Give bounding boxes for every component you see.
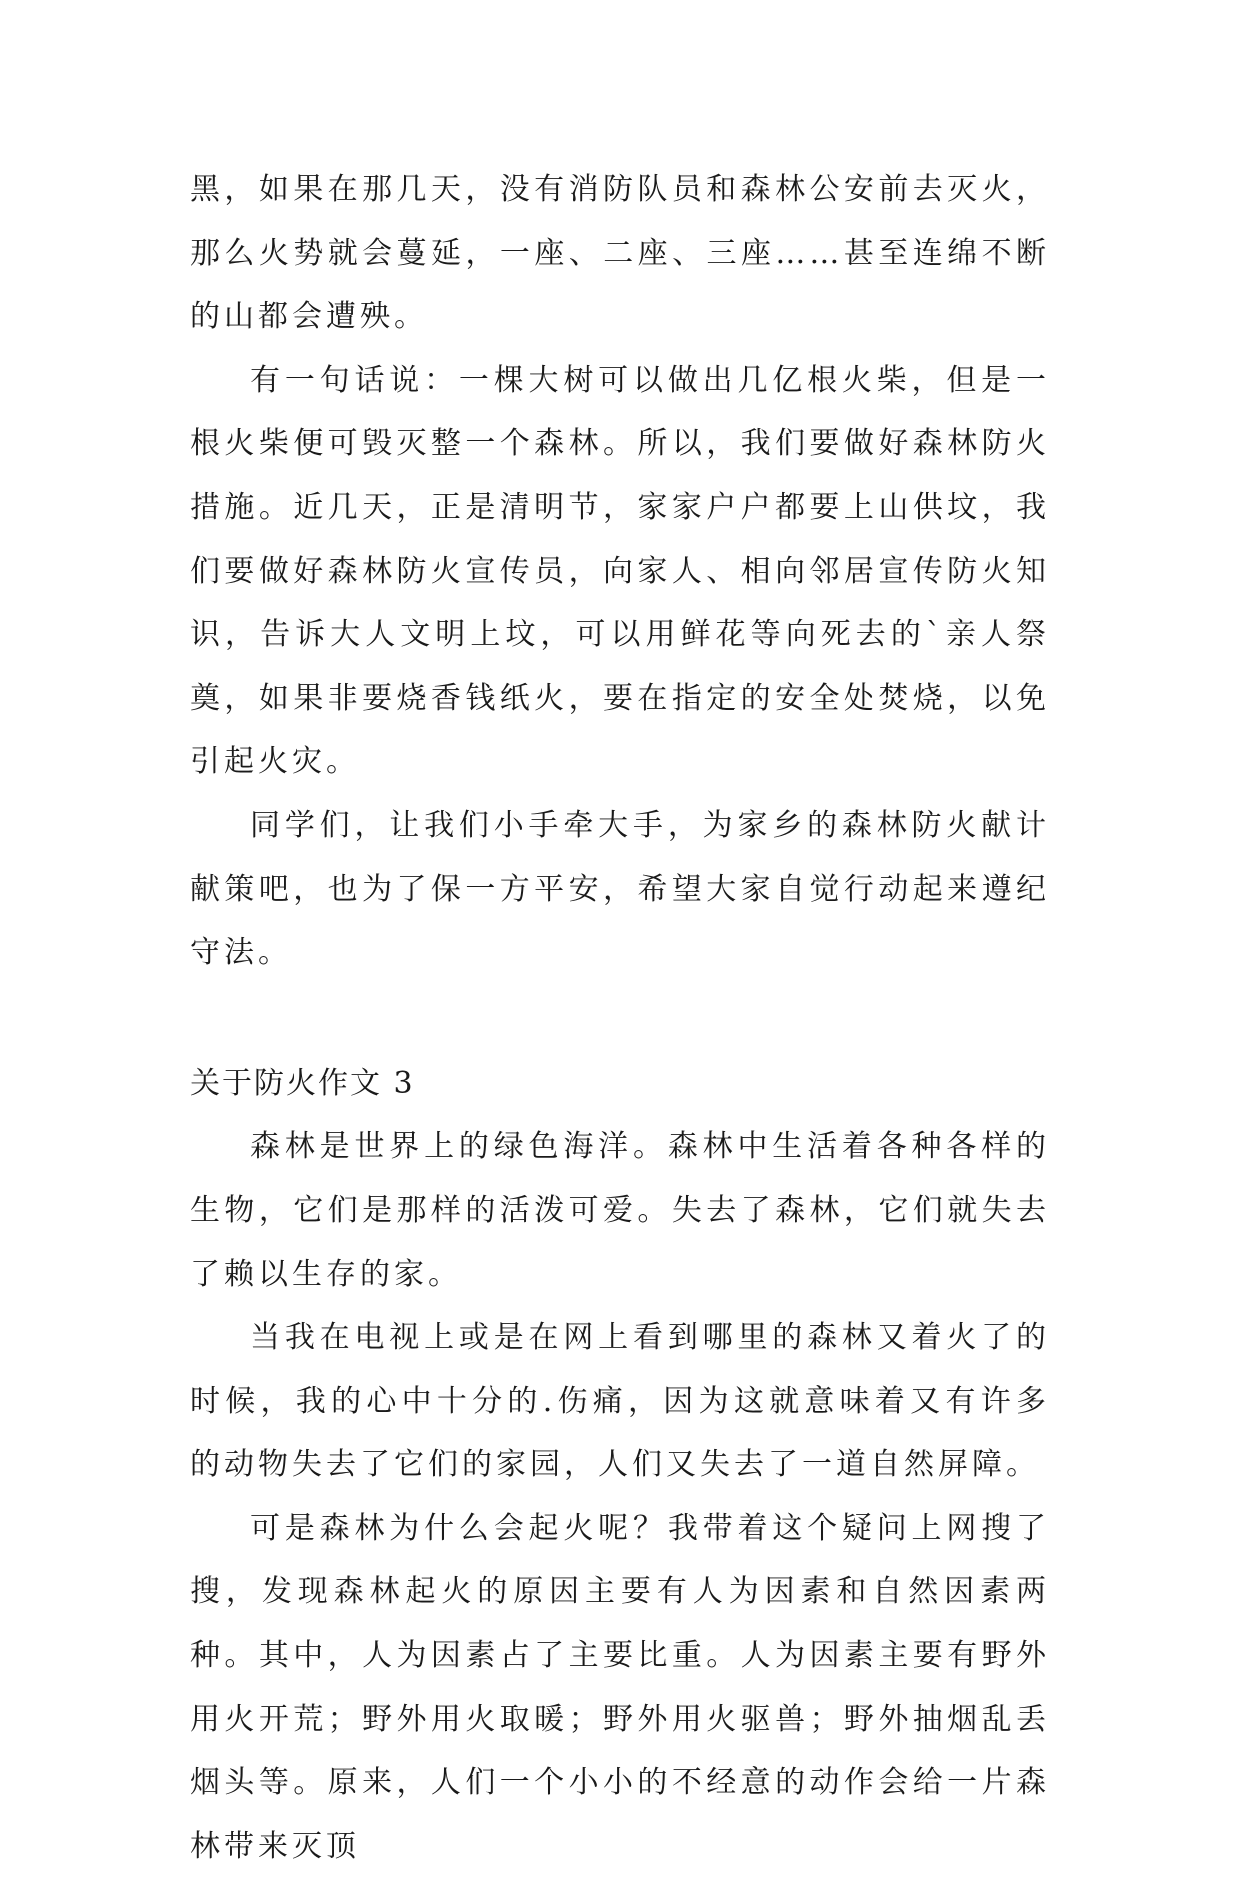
document-body [190, 158, 1050, 1878]
section-heading: 关于防火作文 3 [190, 1065, 415, 1101]
paragraph-call-to-action: 同学们，让我们小手牵大手，为家乡的森林防火献计献策吧，也为了保一方平安，希望大家自觉行动起来遵纪守法。 [190, 807, 1050, 971]
paragraph-match-warning: 有一句话说：一棵大树可以做出几亿根火柴，但是一根火柴便可毁灭整一个森林。所以，我们要做好森林防火措施。近几天，正是清明节，家家户户都要上山供坟，我们要做好森林防火宣传员，向家人、相向邻居宣传防火知识，告诉大人文明上坟，可以用鲜花等向死去的`亲人祭奠，如果非要烧香钱纸火，要在指定的安全处焚烧，以免引起火灾。 [190, 362, 1050, 780]
paragraph-forest-intro: 森林是世界上的绿色海洋。森林中生活着各种各样的生物，它们是那样的活泼可爱。失去了森林，它们就失去了赖以生存的家。 [190, 1129, 1050, 1292]
paragraph-fire-causes: 可是森林为什么会起火呢？我带着这个疑问上网搜了搜，发现森林起火的原因主要有人为因素和自然因素两种。其中，人为因素占了主要比重。人为因素主要有野外用火开荒；野外用火取暖；野外用火驱兽；野外抽烟乱丢烟头等。原来，人们一个小小的不经意的动作会给一片森林带来灭顶 [190, 1510, 1050, 1864]
paragraph-continued: 黑，如果在那几天，没有消防队员和森林公安前去灭火，那么火势就会蔓延，一座、二座、三座……甚至连绵不断的山都会遭殃。 [190, 172, 1050, 335]
paragraph-fire-news: 当我在电视上或是在网上看到哪里的森林又着火了的时候，我的心中十分的.伤痛，因为这就意味着又有许多的动物失去了它们的家园，人们又失去了一道自然屏障。 [190, 1320, 1050, 1483]
